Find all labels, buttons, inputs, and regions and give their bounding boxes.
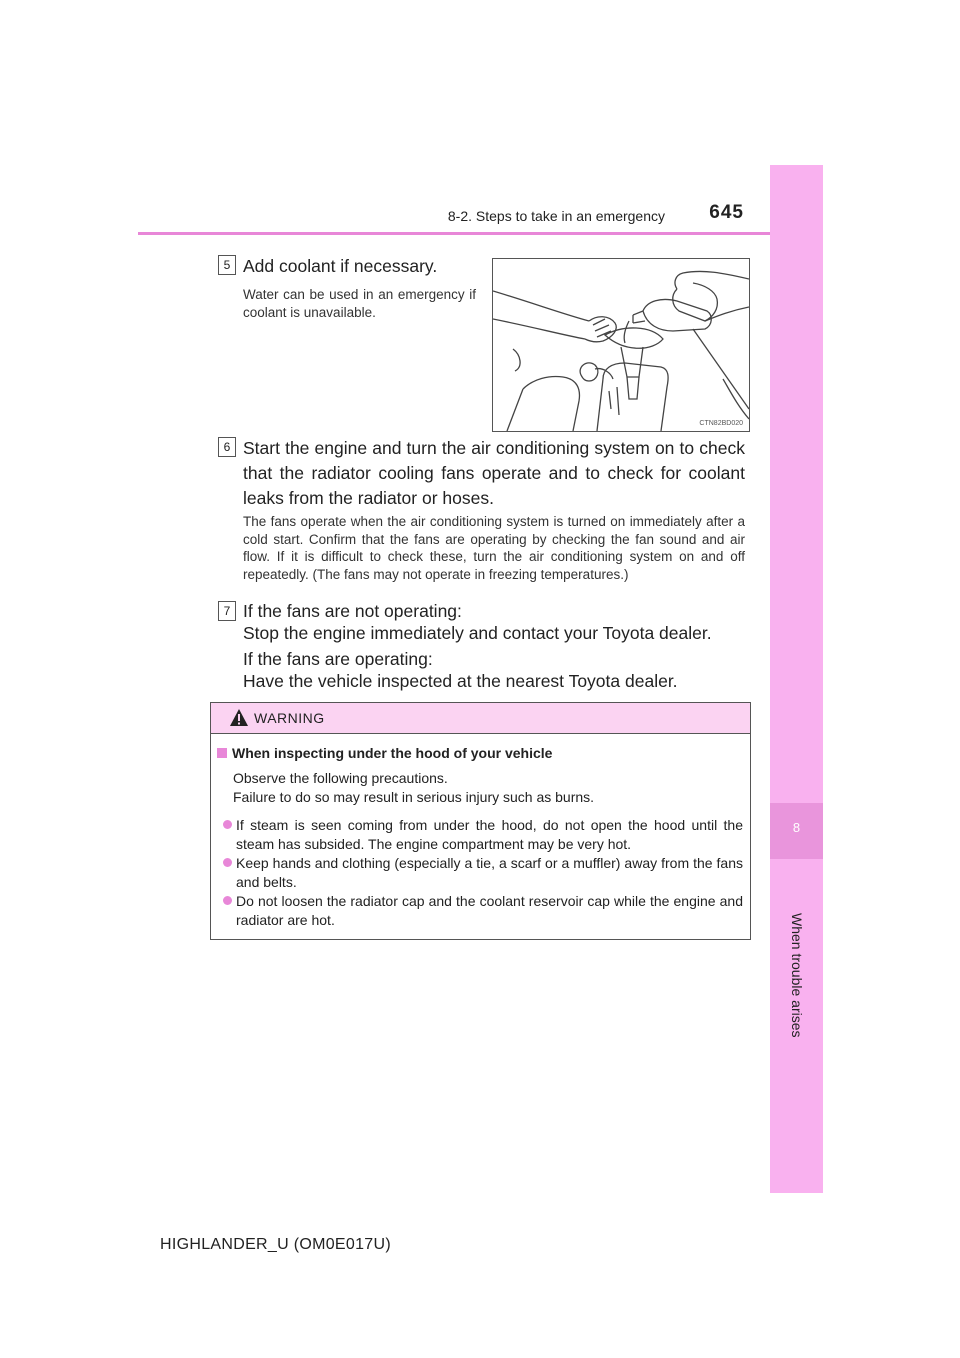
section-title: 8-2. Steps to take in an emergency: [447, 208, 665, 224]
model-code: HIGHLANDER_U (OM0E017U): [160, 1236, 391, 1253]
step-5-heading: Add coolant if necessary.: [243, 256, 438, 276]
bullet-dot-icon: [223, 820, 232, 829]
warning-bullet: [223, 892, 743, 930]
step-7-condition-not-operating: If the fans are not operating:: [243, 601, 462, 621]
warning-box: [210, 702, 751, 940]
bullet-dot-icon: [223, 896, 232, 905]
chapter-side-strip: [770, 165, 823, 1193]
warning-bullet-text: Keep hands and clothing (especially a tie, a scarf or a muffler) away from the fans and belts.: [236, 855, 743, 890]
step-7-action-not-operating: Stop the engine immediately and contact your Toyota dealer.: [243, 623, 712, 643]
chapter-label: When trouble arises: [789, 913, 805, 1038]
step-5-note: Water can be used in an emergency if coolant is unavailable.: [243, 287, 476, 320]
warning-bullet-text: Do not loosen the radiator cap and the coolant reservoir cap while the engine and radiator are hot.: [236, 893, 743, 928]
warning-subheading: [217, 745, 552, 761]
coolant-illustration: [492, 258, 750, 432]
warning-title: WARNING: [254, 710, 325, 726]
step-number-7: 7: [218, 601, 236, 621]
warning-header: [211, 703, 750, 734]
coolant-pouring-drawing: [493, 259, 749, 431]
illustration-caption: CTN82BD020: [699, 420, 743, 427]
step-7-condition-operating: If the fans are operating:: [243, 649, 433, 669]
warning-bullet: [223, 816, 743, 854]
warning-subheading-text: When inspecting under the hood of your vehicle: [232, 745, 553, 761]
chapter-number: 8: [792, 820, 801, 835]
warning-consequence-line: Failure to do so may result in serious injury such as burns.: [233, 789, 595, 805]
warning-bullet-text: If steam is seen coming from under the hood, do not open the hood until the steam has subsided. The engine compartment may be very hot.: [236, 817, 743, 852]
step-number-6: 6: [218, 437, 236, 457]
warning-triangle-icon: [229, 708, 249, 727]
step-6-heading: Start the engine and turn the air conditioning system on to check that the radiator cooling fans operate and to check for coolant leaks from the radiator or hoses.: [243, 438, 745, 508]
warning-bullet: [223, 854, 743, 892]
step-6-note: The fans operate when the air conditioning system is turned on immediately after a cold start. Confirm that the fans are operating by checking the fan sound and air flow. If it is difficult to check these, turn the air conditioning system on and off repeatedly. (The fans may not operate in freezing temperatures.): [243, 514, 745, 582]
warning-precautions-line: Observe the following precautions.: [233, 770, 448, 786]
step-7-action-operating: Have the vehicle inspected at the nearest Toyota dealer.: [243, 671, 678, 691]
square-bullet-icon: [217, 748, 227, 758]
page-number: 645: [709, 202, 744, 223]
header-divider: [138, 232, 823, 235]
step-number-5: 5: [218, 255, 236, 275]
bullet-dot-icon: [223, 858, 232, 867]
